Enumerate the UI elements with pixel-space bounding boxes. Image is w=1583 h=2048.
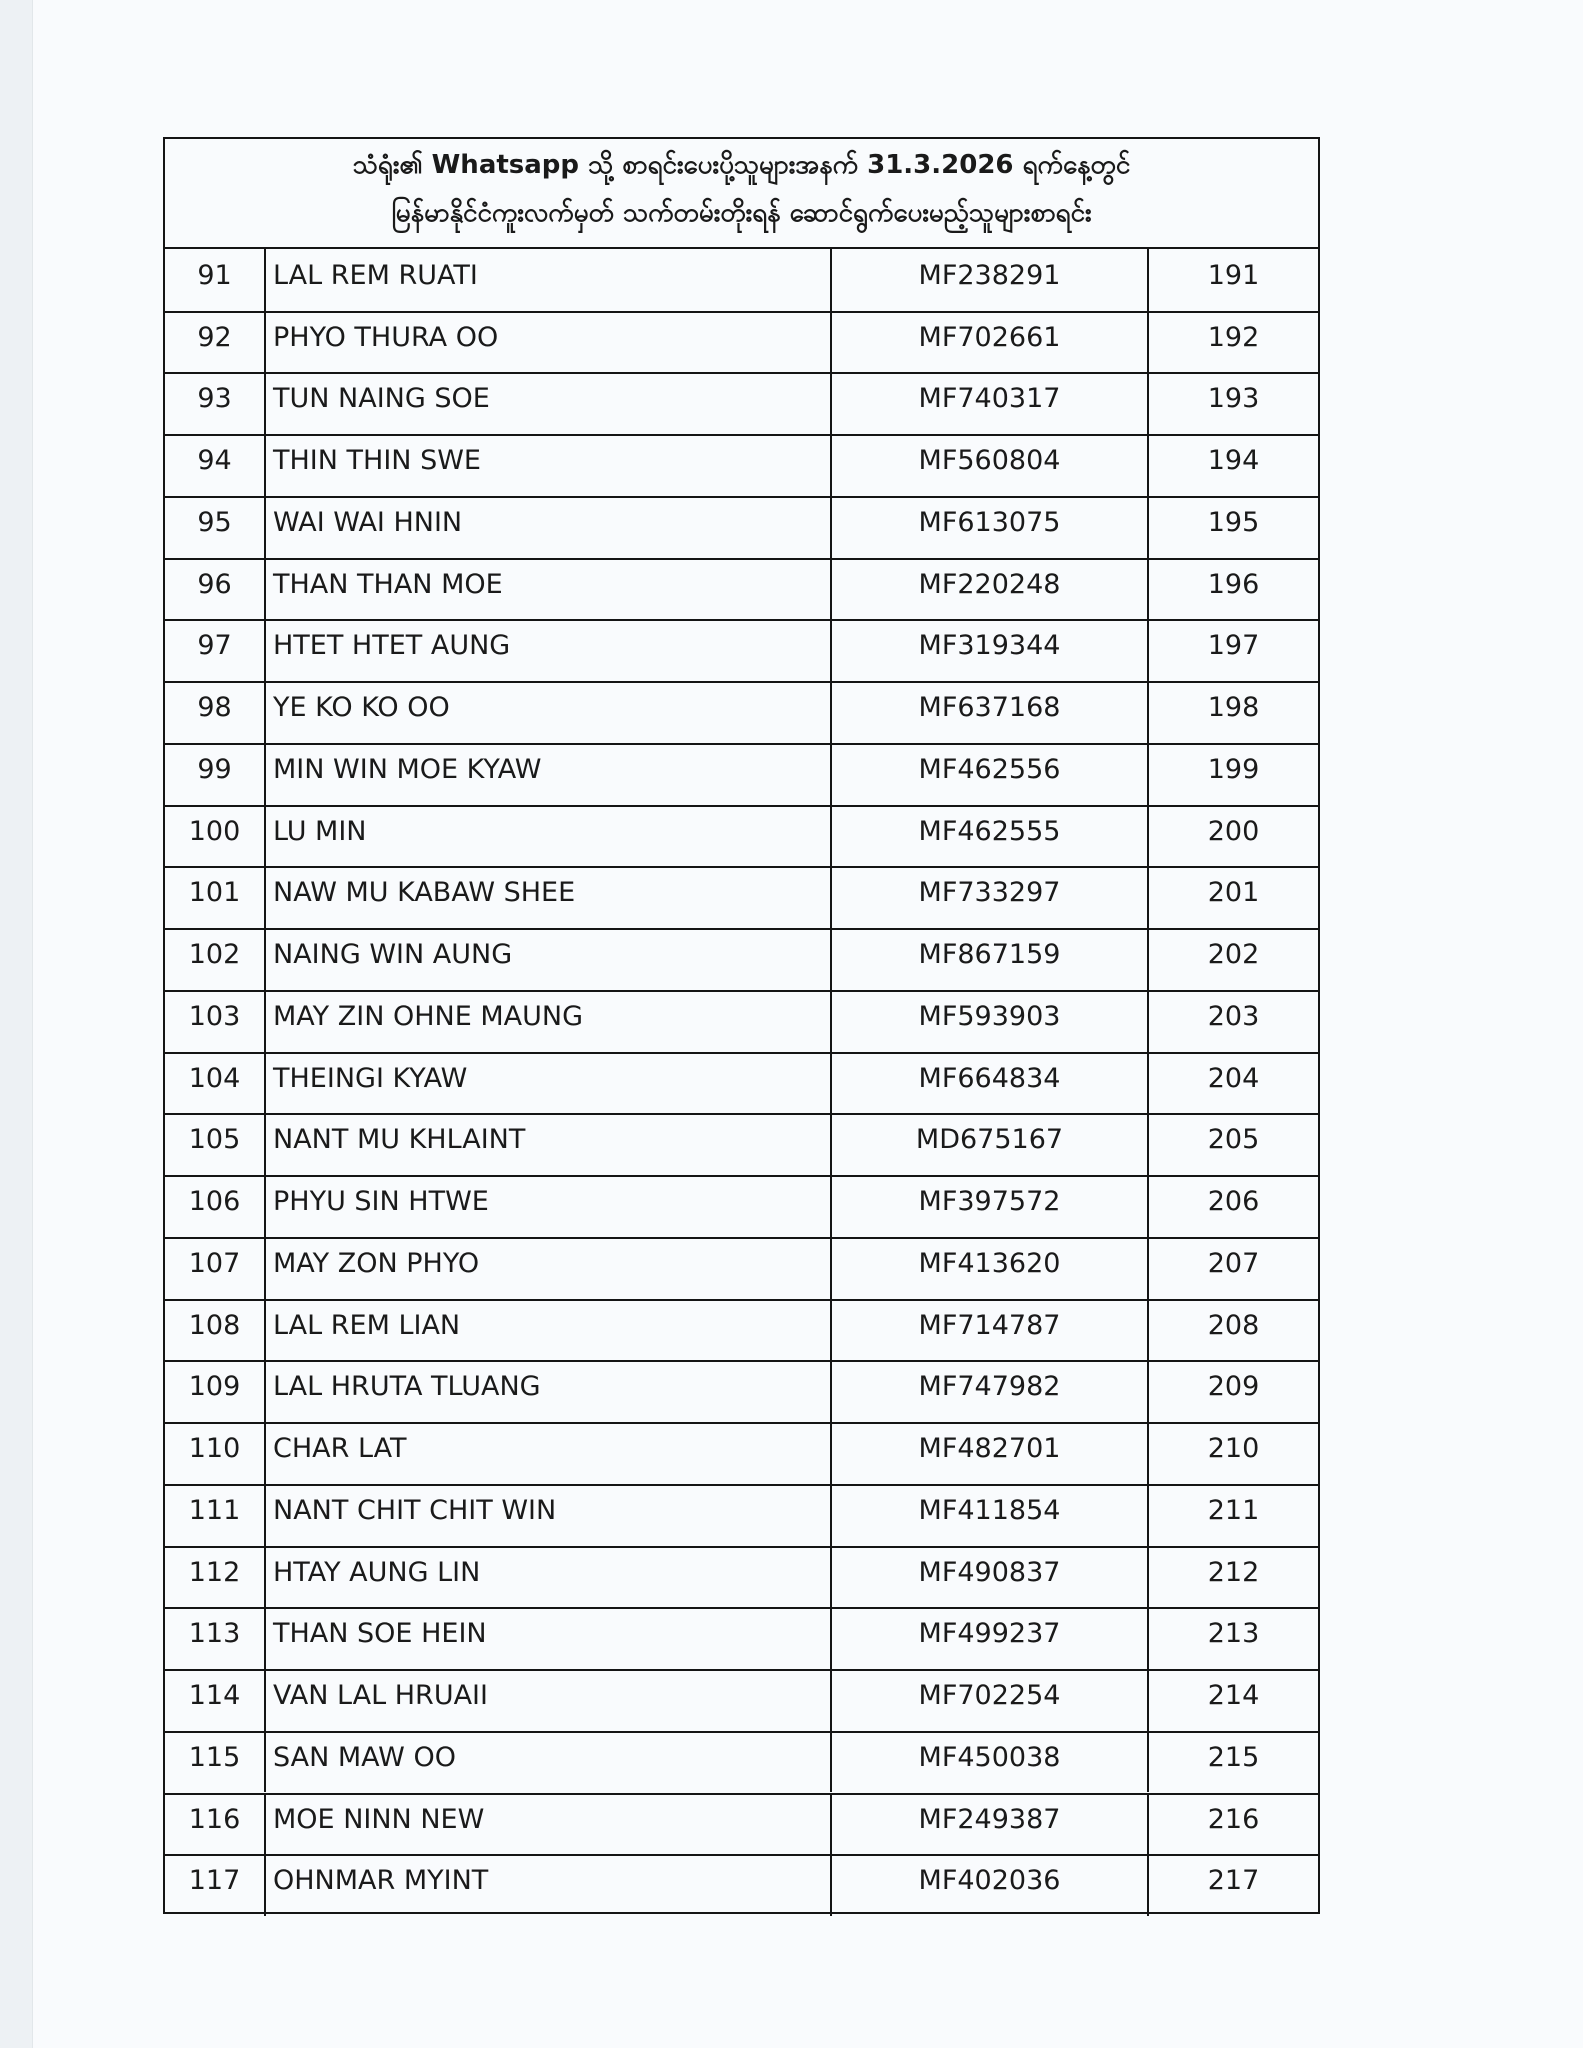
sequence-number-cell [1149, 745, 1318, 805]
row-number-cell [165, 683, 266, 743]
row-number: 101 [188, 877, 241, 909]
row-number: 103 [188, 1000, 241, 1032]
passport-number: MF702661 [918, 321, 1061, 353]
sequence-number: 199 [1207, 753, 1260, 785]
row-number-cell [165, 1733, 266, 1793]
passport-number-cell [832, 560, 1149, 620]
applicant-name-cell [266, 621, 832, 681]
row-number-cell [165, 1795, 266, 1855]
row-number: 108 [188, 1309, 241, 1341]
row-number-cell [165, 807, 266, 867]
table-body [165, 249, 1318, 1912]
passport-number: MF413620 [918, 1247, 1061, 1279]
sequence-number-cell [1149, 1609, 1318, 1669]
table-row [165, 990, 1318, 1052]
row-number: 97 [197, 630, 232, 662]
passport-number: MF593903 [918, 1000, 1061, 1032]
table-row [165, 1854, 1318, 1916]
passport-renewal-list-table [163, 137, 1320, 1914]
applicant-name-cell [266, 745, 832, 805]
applicant-name: HTET HTET AUNG [273, 630, 511, 662]
row-number-cell [165, 436, 266, 496]
passport-number-cell [832, 374, 1149, 434]
passport-number-cell [832, 436, 1149, 496]
applicant-name-cell [266, 1733, 832, 1793]
row-number: 95 [197, 506, 232, 538]
passport-number-cell [832, 1301, 1149, 1361]
table-row [165, 1793, 1318, 1855]
applicant-name: PHYU SIN HTWE [273, 1186, 489, 1218]
passport-number-cell [832, 249, 1149, 311]
header-title-line-2: မြန်မာနိုင်ငံကူးလက်မှတ် သက်တမ်းတိုးရန် ဆောင်ရွက်ပေးမည့်သူများစာရင်း [391, 198, 1092, 228]
row-number: 91 [197, 260, 232, 291]
row-number: 117 [188, 1865, 241, 1897]
passport-number: MF664834 [918, 1062, 1061, 1094]
sequence-number: 195 [1207, 506, 1260, 538]
sequence-number: 209 [1207, 1371, 1260, 1403]
table-row [165, 1052, 1318, 1114]
applicant-name-cell [266, 683, 832, 743]
applicant-name: PHYO THURA OO [273, 321, 499, 353]
applicant-name-cell [266, 992, 832, 1052]
passport-number-cell [832, 313, 1149, 373]
sequence-number-cell [1149, 992, 1318, 1052]
passport-number: MF411854 [918, 1494, 1061, 1526]
sequence-number-cell [1149, 807, 1318, 867]
table-row [165, 1299, 1318, 1361]
passport-number: MF733297 [918, 877, 1061, 909]
row-number: 99 [197, 753, 232, 785]
sequence-number-cell [1149, 249, 1318, 311]
passport-number-cell [832, 807, 1149, 867]
sequence-number: 205 [1207, 1124, 1260, 1156]
sequence-number-cell [1149, 1795, 1318, 1855]
applicant-name: THIN THIN SWE [273, 445, 481, 477]
sequence-number: 194 [1207, 445, 1260, 477]
passport-number-cell [832, 621, 1149, 681]
row-number: 96 [197, 568, 232, 600]
sequence-number-cell [1149, 1239, 1318, 1299]
viewer-side-strip [0, 0, 33, 2048]
row-number-cell [165, 1115, 266, 1175]
applicant-name: VAN LAL HRUAII [273, 1680, 488, 1712]
passport-number-cell [832, 1054, 1149, 1114]
table-row [165, 1175, 1318, 1237]
sequence-number-cell [1149, 1054, 1318, 1114]
sequence-number-cell [1149, 1856, 1318, 1916]
row-number: 94 [197, 445, 232, 477]
applicant-name: NANT MU KHLAINT [273, 1124, 526, 1156]
sequence-number: 207 [1207, 1247, 1260, 1279]
applicant-name: THAN SOE HEIN [273, 1618, 487, 1650]
applicant-name: TUN NAING SOE [273, 383, 490, 415]
passport-number-cell [832, 1486, 1149, 1546]
row-number: 104 [188, 1062, 241, 1094]
applicant-name: NANT CHIT CHIT WIN [273, 1494, 557, 1526]
table-row [165, 1113, 1318, 1175]
applicant-name-cell [266, 1424, 832, 1484]
row-number-cell [165, 745, 266, 805]
sequence-number: 213 [1207, 1618, 1260, 1650]
sequence-number: 216 [1207, 1803, 1260, 1835]
sequence-number-cell [1149, 1424, 1318, 1484]
row-number: 100 [188, 815, 241, 847]
applicant-name: NAING WIN AUNG [273, 939, 513, 971]
row-number-cell [165, 1362, 266, 1422]
applicant-name-cell [266, 1609, 832, 1669]
row-number: 98 [197, 692, 232, 724]
applicant-name: LAL REM RUATI [273, 260, 478, 291]
applicant-name-cell [266, 1671, 832, 1731]
applicant-name: HTAY AUNG LIN [273, 1556, 481, 1588]
applicant-name-cell [266, 1177, 832, 1237]
passport-number: MF702254 [918, 1680, 1061, 1712]
row-number: 111 [188, 1494, 241, 1526]
applicant-name-cell [266, 1054, 832, 1114]
row-number-cell [165, 1856, 266, 1916]
passport-number: MF740317 [918, 383, 1061, 415]
applicant-name-cell [266, 249, 832, 311]
sequence-number: 203 [1207, 1000, 1260, 1032]
sequence-number: 201 [1207, 877, 1260, 909]
row-number-cell [165, 1301, 266, 1361]
applicant-name-cell [266, 436, 832, 496]
sequence-number: 193 [1207, 383, 1260, 415]
sequence-number-cell [1149, 1301, 1318, 1361]
table-row [165, 1607, 1318, 1669]
sequence-number: 215 [1207, 1741, 1260, 1773]
row-number: 102 [188, 939, 241, 971]
applicant-name: MOE NINN NEW [273, 1803, 485, 1835]
passport-number-cell [832, 1671, 1149, 1731]
table-row [165, 1731, 1318, 1793]
row-number-cell [165, 1486, 266, 1546]
applicant-name-cell [266, 1115, 832, 1175]
applicant-name: THAN THAN MOE [273, 568, 503, 600]
passport-number: MF613075 [918, 506, 1061, 538]
applicant-name-cell [266, 1856, 832, 1916]
applicant-name-cell [266, 930, 832, 990]
row-number: 115 [188, 1741, 241, 1773]
table-row [165, 496, 1318, 558]
sequence-number: 202 [1207, 939, 1260, 971]
passport-number: MF402036 [918, 1865, 1061, 1897]
table-row [165, 805, 1318, 867]
row-number-cell [165, 1609, 266, 1669]
applicant-name-cell [266, 868, 832, 928]
sequence-number-cell [1149, 498, 1318, 558]
applicant-name-cell [266, 560, 832, 620]
row-number: 112 [188, 1556, 241, 1588]
passport-number-cell [832, 1239, 1149, 1299]
passport-number-cell [832, 498, 1149, 558]
row-number-cell [165, 1054, 266, 1114]
passport-number: MF462555 [918, 815, 1061, 847]
passport-number-cell [832, 1424, 1149, 1484]
table-row [165, 1546, 1318, 1608]
passport-number-cell [832, 1548, 1149, 1608]
passport-number-cell [832, 1856, 1149, 1916]
applicant-name: OHNMAR MYINT [273, 1865, 489, 1897]
applicant-name: LAL HRUTA TLUANG [273, 1371, 541, 1403]
passport-number-cell [832, 992, 1149, 1052]
applicant-name: LAL REM LIAN [273, 1309, 461, 1341]
row-number: 92 [197, 321, 232, 353]
table-row [165, 928, 1318, 990]
row-number: 105 [188, 1124, 241, 1156]
sequence-number-cell [1149, 1115, 1318, 1175]
sequence-number: 192 [1207, 321, 1260, 353]
sequence-number-cell [1149, 683, 1318, 743]
applicant-name: WAI WAI HNIN [273, 506, 463, 538]
row-number-cell [165, 992, 266, 1052]
applicant-name-cell [266, 313, 832, 373]
row-number-cell [165, 1548, 266, 1608]
header-title-line-1: သံရုံး၏ Whatsapp သို့ စာရင်းပေးပို့သူများအနက် 31.3.2026 ရက်နေ့တွင် [352, 150, 1131, 180]
passport-number: MF867159 [918, 939, 1061, 971]
applicant-name: YE KO KO OO [273, 692, 450, 724]
passport-number: MF220248 [918, 568, 1061, 600]
table-row [165, 681, 1318, 743]
row-number-cell [165, 621, 266, 681]
applicant-name: MAY ZIN OHNE MAUNG [273, 1000, 584, 1032]
row-number-cell [165, 1671, 266, 1731]
applicant-name: MAY ZON PHYO [273, 1247, 480, 1279]
sequence-number: 204 [1207, 1062, 1260, 1094]
passport-number-cell [832, 930, 1149, 990]
table-row [165, 1360, 1318, 1422]
row-number: 107 [188, 1247, 241, 1279]
table-row [165, 866, 1318, 928]
table-row [165, 1237, 1318, 1299]
applicant-name: MIN WIN MOE KYAW [273, 753, 542, 785]
applicant-name: THEINGI KYAW [273, 1062, 468, 1094]
row-number: 106 [188, 1186, 241, 1218]
sequence-number-cell [1149, 1733, 1318, 1793]
row-number: 93 [197, 383, 232, 415]
row-number-cell [165, 930, 266, 990]
sequence-number: 212 [1207, 1556, 1260, 1588]
sequence-number: 197 [1207, 630, 1260, 662]
row-number: 114 [188, 1680, 241, 1712]
sequence-number-cell [1149, 313, 1318, 373]
applicant-name-cell [266, 1548, 832, 1608]
sequence-number-cell [1149, 930, 1318, 990]
passport-number: MF482701 [918, 1433, 1061, 1465]
passport-number-cell [832, 868, 1149, 928]
row-number-cell [165, 498, 266, 558]
row-number: 110 [188, 1433, 241, 1465]
table-row [165, 743, 1318, 805]
passport-number: MF249387 [918, 1803, 1061, 1835]
passport-number: MF397572 [918, 1186, 1061, 1218]
row-number: 113 [188, 1618, 241, 1650]
passport-number: MF714787 [918, 1309, 1061, 1341]
passport-number: MD675167 [915, 1124, 1064, 1156]
row-number-cell [165, 249, 266, 311]
sequence-number-cell [1149, 374, 1318, 434]
table-row [165, 311, 1318, 373]
sequence-number-cell [1149, 1548, 1318, 1608]
applicant-name: LU MIN [273, 815, 367, 847]
sequence-number: 206 [1207, 1186, 1260, 1218]
row-number: 109 [188, 1371, 241, 1403]
sequence-number: 211 [1207, 1494, 1260, 1526]
table-row [165, 372, 1318, 434]
sequence-number-cell [1149, 1486, 1318, 1546]
passport-number: MF560804 [918, 445, 1061, 477]
table-row [165, 1422, 1318, 1484]
row-number-cell [165, 560, 266, 620]
passport-number: MF319344 [918, 630, 1061, 662]
sequence-number: 200 [1207, 815, 1260, 847]
table-row [165, 434, 1318, 496]
table-header [165, 139, 1318, 249]
applicant-name-cell [266, 807, 832, 867]
sequence-number: 196 [1207, 568, 1260, 600]
applicant-name: NAW MU KABAW SHEE [273, 877, 576, 909]
passport-number: MF238291 [918, 260, 1061, 291]
passport-number: MF490837 [918, 1556, 1061, 1588]
applicant-name-cell [266, 1795, 832, 1855]
passport-number: MF450038 [918, 1741, 1061, 1773]
table-row [165, 558, 1318, 620]
passport-number-cell [832, 745, 1149, 805]
passport-number-cell [832, 1115, 1149, 1175]
sequence-number-cell [1149, 868, 1318, 928]
applicant-name-cell [266, 1301, 832, 1361]
applicant-name-cell [266, 498, 832, 558]
applicant-name: CHAR LAT [273, 1433, 407, 1465]
applicant-name-cell [266, 1362, 832, 1422]
row-number-cell [165, 374, 266, 434]
applicant-name-cell [266, 1486, 832, 1546]
row-number-cell [165, 1424, 266, 1484]
table-row [165, 1484, 1318, 1546]
passport-number-cell [832, 1733, 1149, 1793]
sequence-number: 198 [1207, 692, 1260, 724]
sequence-number-cell [1149, 560, 1318, 620]
passport-number-cell [832, 1362, 1149, 1422]
row-number-cell [165, 1239, 266, 1299]
row-number-cell [165, 868, 266, 928]
sequence-number: 208 [1207, 1309, 1260, 1341]
applicant-name: SAN MAW OO [273, 1741, 456, 1773]
table-row [165, 249, 1318, 311]
table-row [165, 1669, 1318, 1731]
sequence-number: 191 [1207, 260, 1260, 291]
passport-number-cell [832, 1609, 1149, 1669]
sequence-number: 210 [1207, 1433, 1260, 1465]
sequence-number-cell [1149, 1671, 1318, 1731]
passport-number: MF462556 [918, 753, 1061, 785]
sequence-number-cell [1149, 1362, 1318, 1422]
passport-number: MF747982 [918, 1371, 1061, 1403]
sequence-number-cell [1149, 621, 1318, 681]
sequence-number-cell [1149, 1177, 1318, 1237]
applicant-name-cell [266, 374, 832, 434]
passport-number: MF499237 [918, 1618, 1061, 1650]
table-row [165, 619, 1318, 681]
sequence-number-cell [1149, 436, 1318, 496]
passport-number-cell [832, 1795, 1149, 1855]
sequence-number: 217 [1207, 1865, 1260, 1897]
row-number-cell [165, 1177, 266, 1237]
passport-number-cell [832, 683, 1149, 743]
row-number: 116 [188, 1803, 241, 1835]
row-number-cell [165, 313, 266, 373]
applicant-name-cell [266, 1239, 832, 1299]
passport-number: MF637168 [918, 692, 1061, 724]
passport-number-cell [832, 1177, 1149, 1237]
sequence-number: 214 [1207, 1680, 1260, 1712]
